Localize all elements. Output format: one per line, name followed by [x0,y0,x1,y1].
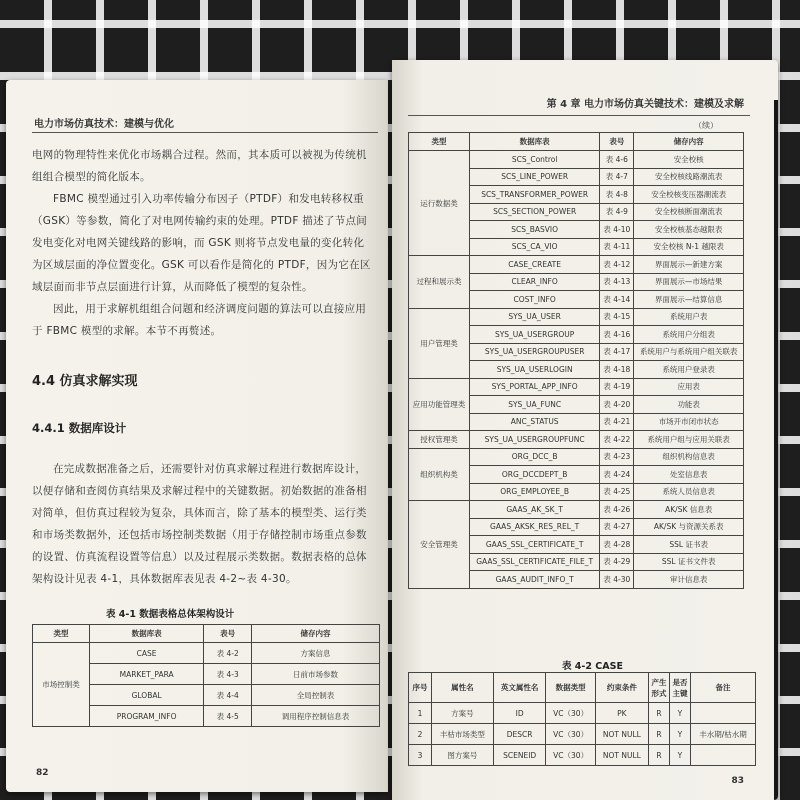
table-cell: GAAS_AKSK_RES_REL_T [470,518,600,536]
table-cell: 系统用户表 [634,308,744,326]
table-cell: 表 4-4 [204,685,252,706]
table-row [409,724,756,745]
table-4-1-continued [408,132,744,589]
table-cell: 全局控制表 [252,685,380,706]
table-row [33,643,380,664]
table-cell: 表 4-30 [600,571,634,589]
table-cell: R [648,703,669,724]
table-cell: SSL 证书文件表 [634,553,744,571]
table-cell: AK/SK 与资源关系表 [634,518,744,536]
table-cell: 方案信息 [252,643,380,664]
table-cell: 表 4-12 [600,256,634,274]
table-cell: 表 4-21 [600,413,634,431]
table-cell: 界面展示—结算信息 [634,291,744,309]
header-rule [408,115,750,116]
table-cell: CASE [90,643,204,664]
open-book [6,60,784,792]
table-cell: AK/SK 信息表 [634,501,744,519]
table-cell: 表 4-10 [600,221,634,239]
column-header: 类型 [409,133,470,151]
table-cell: R [648,745,669,766]
left-body-text-2 [32,458,372,590]
table-cell: NOT NULL [595,724,648,745]
table-row [409,431,744,449]
table-cell: SCENEID [493,745,546,766]
table-cell: CLEAR_INFO [470,273,600,291]
table-cell: 方案号 [432,703,494,724]
table-cell: 系统人员信息表 [634,483,744,501]
table-cell: 安全校核 [634,151,744,169]
table-row [409,745,756,766]
table-cell: 界面展示—市场结果 [634,273,744,291]
table-cell: 系统用户与系统用户组关联表 [634,343,744,361]
table-cell: 表 4-28 [600,536,634,554]
table-cell: 审计信息表 [634,571,744,589]
table-cell: SCS_TRANSFORMER_POWER [470,186,600,204]
table-cell: SYS_UA_FUNC [470,396,600,414]
table-cell: 表 4-13 [600,273,634,291]
table-cell: 丰枯市场类型 [432,724,494,745]
table-cell: 1 [409,703,432,724]
right-page [392,60,778,800]
table-cell: 表 4-5 [204,706,252,727]
table-cell: GAAS_AUDIT_INFO_T [470,571,600,589]
table-cell: 市场控制类 [33,643,90,727]
table-cell: 功能表 [634,396,744,414]
table-cell: SCS_Control [470,151,600,169]
table-cell: SCS_LINE_POWER [470,168,600,186]
table-cell: 运行数据类 [409,151,470,256]
table-row [409,256,744,274]
paragraph: 因此，用于求解机组组合问题和经济调度问题的算法可以直接应用于 FBMC 模型的求解。本节不再赘述。 [32,303,367,337]
table-cell: 市场开市闭市状态 [634,413,744,431]
table-cell: 用户管理类 [409,308,470,378]
left-running-head: 电力市场仿真技术：建模与优化 [34,119,174,130]
table-cell: SYS_UA_USERGROUPUSER [470,343,600,361]
table-cell: 表 4-27 [600,518,634,536]
table-cell: 应用表 [634,378,744,396]
table-cell: SSL 证书表 [634,536,744,554]
column-header: 序号 [409,673,432,703]
table-cell: 处室信息表 [634,466,744,484]
table-cell: 系统用户登录表 [634,361,744,379]
table-4-1 [32,624,380,727]
table-cell: SCS_SECTION_POWER [470,203,600,221]
table-cell: 表 4-25 [600,483,634,501]
subsection-title: 4.4.1 数据库设计 [32,421,127,435]
table-cell: VC（30） [546,724,595,745]
table-cell: 表 4-29 [600,553,634,571]
table-cell: GLOBAL [90,685,204,706]
column-header: 备注 [690,673,755,703]
table-cell: 表 4-9 [600,203,634,221]
column-header: 表号 [204,625,252,643]
table-cell: 3 [409,745,432,766]
table-cell: 系统用户分组表 [634,326,744,344]
page-number: 83 [731,776,744,786]
table-cell: 界面展示—新建方案 [634,256,744,274]
column-header: 约束条件 [595,673,648,703]
column-header: 是否主键 [669,673,690,703]
section-title: 4.4 仿真求解实现 [32,374,138,389]
table-cell: 表 4-15 [600,308,634,326]
table-cell: ORG_DCCDEPT_B [470,466,600,484]
table-cell: GAAS_SSL_CERTIFICATE_FILE_T [470,553,600,571]
table-cell: Y [669,745,690,766]
table-cell: 表 4-8 [600,186,634,204]
table-cell: 表 4-11 [600,238,634,256]
column-header: 储存内容 [634,133,744,151]
table-cell: 2 [409,724,432,745]
table-cell: 授权管理类 [409,431,470,449]
table-cell: PK [595,703,648,724]
table-cell: 安全管理类 [409,501,470,589]
table-cell: 图方案号 [432,745,494,766]
table-cell: 丰水期/枯水期 [690,724,755,745]
table-cell: 表 4-19 [600,378,634,396]
table-cell: 表 4-24 [600,466,634,484]
table-cell: 表 4-14 [600,291,634,309]
table-cell: 表 4-6 [600,151,634,169]
table-cell: 安全校核断面潮流表 [634,203,744,221]
table-cell: GAAS_AK_SK_T [470,501,600,519]
table-cell: 安全校核变压器潮流表 [634,186,744,204]
left-page [6,80,388,792]
table-cell: 安全校核线路潮流表 [634,168,744,186]
table-cell: 安全校核 N-1 越限表 [634,238,744,256]
table-cell: 表 4-2 [204,643,252,664]
column-header: 属性名 [432,673,494,703]
table-row [409,308,744,326]
table-cell: SYS_UA_USERGROUPFUNC [470,431,600,449]
table-cell: SCS_BASVIO [470,221,600,239]
table-cell: 表 4-22 [600,431,634,449]
table-cell: 应用功能管理类 [409,378,470,431]
table-cell: Y [669,724,690,745]
column-header: 英文属性名 [493,673,546,703]
table-cell: COST_INFO [470,291,600,309]
table-cell: R [648,724,669,745]
column-header: 数据类型 [546,673,595,703]
table-cell: 组织机构信息表 [634,448,744,466]
table-cell: SYS_PORTAL_APP_INFO [470,378,600,396]
left-body-text [32,144,372,342]
paragraph: 电网的物理特性来优化市场耦合过程。然而，其本质可以被视为传统机组组合模型的简化版本。 [32,149,367,183]
table-cell: 表 4-20 [600,396,634,414]
column-header: 数据库表 [90,625,204,643]
table-caption: 表 4-1 数据表格总体架构设计 [106,609,235,620]
table-cell: SYS_UA_USERLOGIN [470,361,600,379]
page-number: 82 [36,768,49,778]
table-4-2 [408,672,756,766]
table-cell [690,703,755,724]
table-cell: PROGRAM_INFO [90,706,204,727]
table-cell: SYS_UA_USERGROUP [470,326,600,344]
continued-label: （续） [694,121,718,130]
table-cell: Y [669,703,690,724]
table-cell: NOT NULL [595,745,648,766]
table-cell: 日前市场参数 [252,664,380,685]
table-cell: 过程和展示类 [409,256,470,309]
column-header: 数据库表 [470,133,600,151]
table-cell [690,745,755,766]
column-header: 储存内容 [252,625,380,643]
table-cell: 系统用户组与应用关联表 [634,431,744,449]
column-header: 表号 [600,133,634,151]
column-header: 产生形式 [648,673,669,703]
table-cell: MARKET_PARA [90,664,204,685]
right-running-head: 第 4 章 电力市场仿真关键技术：建模及求解 [546,99,744,110]
table-cell: ORG_DCC_B [470,448,600,466]
table-caption: 表 4-2 CASE [562,661,623,672]
column-header: 类型 [33,625,90,643]
table-cell: DESCR [493,724,546,745]
table-cell: ANC_STATUS [470,413,600,431]
table-cell: CASE_CREATE [470,256,600,274]
header-rule [32,132,378,133]
paragraph: 在完成数据准备之后，还需要针对仿真求解过程进行数据库设计，以便存储和查阅仿真结果及求解过程中的关键数据。初始数据的准备相对简单，但仿真过程较为复杂，具体而言，除了基本的模型类、运行类和市场类数据外，还包括市场控制类数据（用于存储控制市场重点参数的设置、仿真流程设置等信息）以及过程展示类数据。数据表格的总体架构设计见表 4-1，具体数据库表见表 4-2~表 4-30。 [32,463,367,585]
table-row [409,151,744,169]
table-cell: 表 4-17 [600,343,634,361]
table-row [409,501,744,519]
table-cell: SYS_UA_USER [470,308,600,326]
table-cell: 表 4-3 [204,664,252,685]
table-cell: GAAS_SSL_CERTIFICATE_T [470,536,600,554]
table-cell: 表 4-18 [600,361,634,379]
table-row [409,703,756,724]
table-row [409,448,744,466]
table-cell: 组织机构类 [409,448,470,501]
book-cover-edge [774,100,778,800]
table-cell: VC（30） [546,703,595,724]
table-cell: 安全校核基态越限表 [634,221,744,239]
table-row [409,378,744,396]
table-cell: SCS_CA_VIO [470,238,600,256]
paragraph: FBMC 模型通过引入功率传输分布因子（PTDF）和发电转移权重（GSK）等参数，简化了对电网传输约束的处理。PTDF 描述了节点间发电变化对电网关键线路的影响，而 GSK 则将节点发电量的变化转化为区域层面的净位置变化。GSK 可以看作是简化的 PTDF，因为它在区域层面而非节点层面进行计算，从而降低了模型的复杂性。 [32,193,371,293]
table-cell: VC（30） [546,745,595,766]
table-cell: 表 4-7 [600,168,634,186]
table-cell: 表 4-26 [600,501,634,519]
table-cell: 表 4-23 [600,448,634,466]
table-cell: ORG_EMPLOYEE_B [470,483,600,501]
table-cell: 调用程序控制信息表 [252,706,380,727]
table-cell: ID [493,703,546,724]
table-cell: 表 4-16 [600,326,634,344]
